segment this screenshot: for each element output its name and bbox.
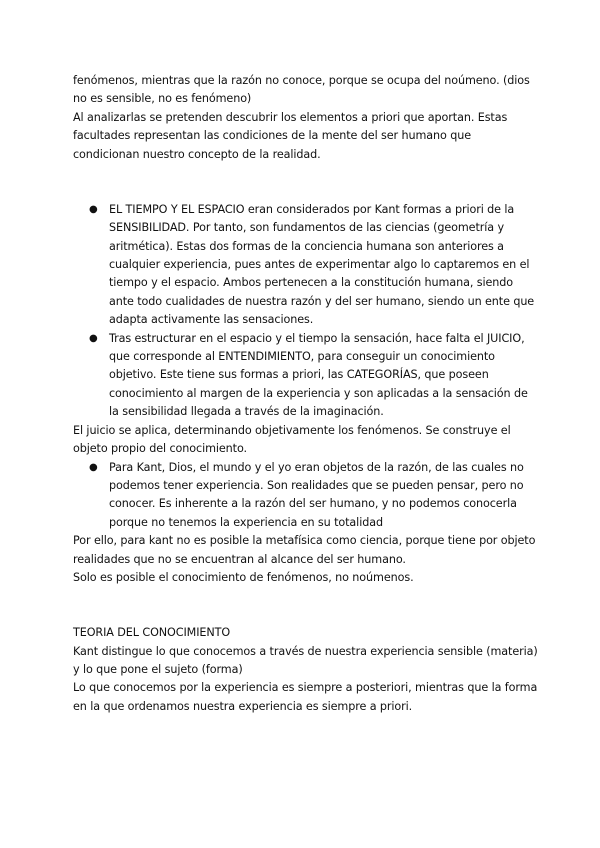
text-line: condicionan nuestro concepto de la realidad. [73,147,321,161]
text-line: objeto propio del conocimiento. [73,442,247,456]
text-line: en la que ordenamos nuestra experiencia es siempre a priori. [73,699,413,713]
text-line: realidades que no se encuentran al alcance del ser humano. [73,552,406,566]
text-line: porque no tenemos la experiencia en su totalidad [109,515,383,529]
bullet-icon: ● [89,461,98,473]
text-line: Por ello, para kant no es posible la metafísica como ciencia, porque tiene por objeto [73,534,536,548]
section-heading: TEORIA DEL CONOCIMIENTO [73,626,231,640]
text-line: Al analizarlas se pretenden descubrir los elementos a priori que aportan. Estas [73,110,508,124]
text-line: objetivo. Este tiene sus formas a priori, las CATEGORÍAS, que poseen [109,368,489,382]
list-item-juicio [73,330,543,422]
text-line: Tras estructurar en el espacio y el tiempo la sensación, hace falta el JUICIO, [109,331,525,345]
document-page [73,72,543,716]
text-line: Solo es posible el conocimiento de fenómenos, no noúmenos. [73,570,414,584]
text-line: adapta activamente las sensaciones. [109,313,314,327]
bullet-list-razon [73,459,543,533]
text-line: ante todo cualidades de nuestra razón y del ser humano, siendo un ente que [109,294,535,308]
text-line: no es sensible, no es fenómeno) [73,92,252,106]
bullet-icon: ● [89,332,98,344]
spacer [73,606,543,624]
text-line: facultades representan las condiciones de la mente del ser humano que [73,129,472,143]
text-line: SENSIBILIDAD. Por tanto, son fundamentos de las ciencias (geometría y [109,221,504,235]
spacer [73,182,543,200]
conclusion-paragraph [73,532,543,587]
text-line: Lo que conocemos por la experiencia es siempre a posteriori, mientras que la forma [73,681,538,695]
text-line: conocimiento al margen de la experiencia y son aplicadas a la sensación de [109,386,528,400]
text-line: Para Kant, Dios, el mundo y el yo eran objetos de la razón, de las cuales no [109,460,524,474]
text-line: podemos tener experiencia. Son realidades que se pueden pensar, pero no [109,478,524,492]
text-line: aritmética). Estas dos formas de la conciencia humana son anteriores a [109,239,504,253]
juicio-paragraph [73,422,543,459]
text-line: tiempo y el espacio. Ambos pertenecen a la constitución humana, siendo [109,276,513,290]
spacer [73,164,543,182]
text-line: fenómenos, mientras que la razón no conoce, porque se ocupa del noúmeno. (dios [73,74,530,87]
text-line: EL TIEMPO Y EL ESPACIO eran considerados por Kant formas a priori de la [109,202,515,216]
list-item-dios-mundo-yo [73,459,543,533]
text-line: la sensibilidad llegada a través de la imaginación. [109,405,384,419]
text-line: El juicio se aplica, determinando objetivamente los fenómenos. Se construye el [73,423,511,437]
text-line: cualquier experiencia, pues antes de experimentar algo lo captaremos en el [109,258,530,272]
bullet-icon: ● [89,203,98,215]
text-line: que corresponde al ENTENDIMIENTO, para conseguir un conocimiento [109,350,495,364]
teoria-section [73,624,543,716]
intro-paragraph [73,72,543,164]
text-line: conocer. Es inherente a la razón del ser humano, y no podemos conocerla [109,497,517,511]
bullet-list-forms [73,201,543,422]
text-line: y lo que pone el sujeto (forma) [73,662,243,676]
list-item-tiempo-espacio [73,201,543,330]
spacer [73,587,543,605]
text-line: Kant distingue lo que conocemos a través de nuestra experiencia sensible (materia) [73,644,538,658]
